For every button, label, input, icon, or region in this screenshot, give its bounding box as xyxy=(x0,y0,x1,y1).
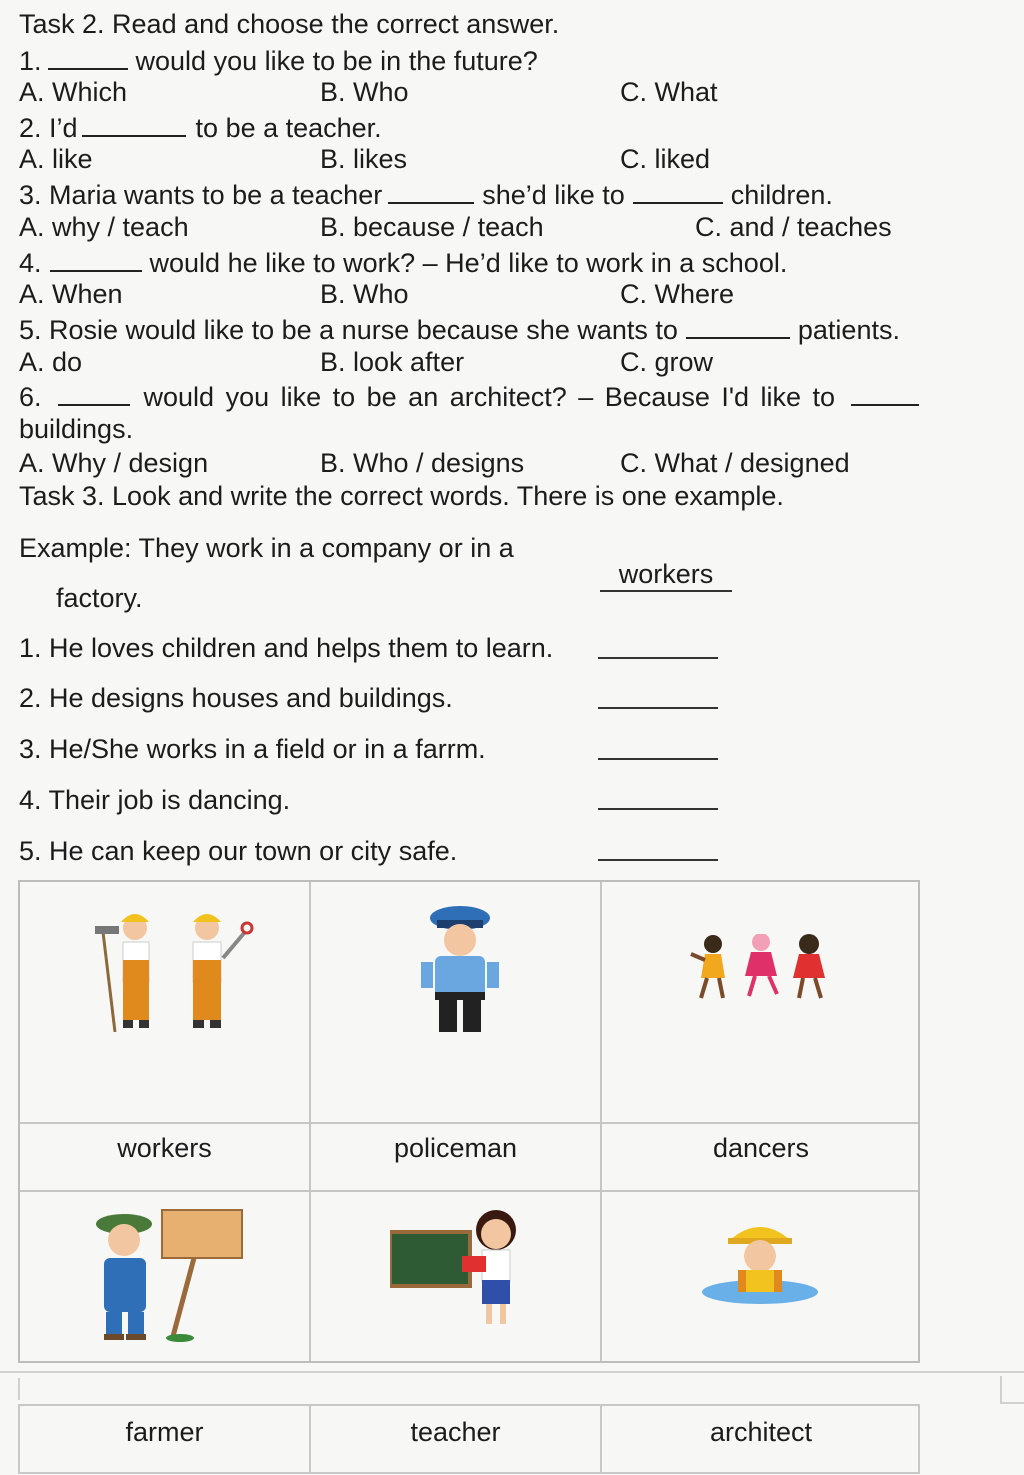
task3-item-4: 4. Their job is dancing. xyxy=(19,785,291,815)
workers-image xyxy=(95,902,255,1032)
option-c[interactable]: C. grow xyxy=(620,347,714,377)
answer-blank[interactable] xyxy=(633,178,723,204)
answer-blank[interactable] xyxy=(48,44,128,70)
page-fold-mark xyxy=(1000,1376,1024,1404)
question-2: 2. I’d to be a teacher. xyxy=(19,113,382,143)
label-workers: workers xyxy=(117,1133,212,1163)
picture-grid-labels-row xyxy=(18,1404,920,1474)
task3-item-5: 5. He can keep our town or city safe. xyxy=(19,836,458,866)
option-b[interactable]: B. because / teach xyxy=(320,212,544,242)
option-c[interactable]: C. and / teaches xyxy=(695,212,892,242)
farmer-image xyxy=(90,1202,250,1342)
question-1: 1. would you like to be in the future? xyxy=(19,46,538,76)
page-fold-mark xyxy=(18,1378,20,1400)
answer-blank[interactable] xyxy=(82,111,186,137)
example-text: Example: They work in a company or in a xyxy=(19,533,514,563)
page-fold-line xyxy=(0,1371,1024,1373)
question-3: 3. Maria wants to be a teacher she’d like to children. xyxy=(19,180,833,210)
option-b[interactable]: B. Who xyxy=(320,279,409,309)
option-c[interactable]: C. What xyxy=(620,77,718,107)
example-answer: workers xyxy=(600,558,732,592)
teacher-image xyxy=(390,1208,530,1328)
task2-title: Task 2. Read and choose the correct answer. xyxy=(19,9,560,39)
task3-item-3: 3. He/She works in a field or in a farrm. xyxy=(19,734,486,764)
question-6-continued: buildings. xyxy=(19,414,134,444)
task3-item-1: 1. He loves children and helps them to learn. xyxy=(19,633,554,663)
option-a[interactable]: A. why / teach xyxy=(19,212,189,242)
option-c[interactable]: C. liked xyxy=(620,144,711,174)
architect-image xyxy=(700,1218,820,1308)
option-b[interactable]: B. Who / designs xyxy=(320,448,525,478)
label-farmer: farmer xyxy=(125,1417,204,1447)
option-a[interactable]: A. When xyxy=(19,279,123,309)
answer-line-3[interactable] xyxy=(598,758,718,760)
question-4: 4. would he like to work? – He’d like to work in a school. xyxy=(19,248,788,278)
answer-blank[interactable] xyxy=(851,380,919,406)
answer-blank[interactable] xyxy=(50,246,142,272)
label-dancers: dancers xyxy=(712,1133,810,1163)
label-teacher: teacher xyxy=(410,1417,501,1447)
picture-grid xyxy=(18,880,920,1363)
answer-line-5[interactable] xyxy=(598,859,718,861)
answer-blank[interactable] xyxy=(58,380,130,406)
option-a[interactable]: A. like xyxy=(19,144,93,174)
answer-blank[interactable] xyxy=(388,178,474,204)
example-text-continued: factory. xyxy=(56,583,143,613)
question-5: 5. Rosie would like to be a nurse because she wants to patients. xyxy=(19,315,900,345)
answer-line-2[interactable] xyxy=(598,707,718,709)
option-b[interactable]: B. Who xyxy=(320,77,409,107)
dancers-image xyxy=(685,934,835,1004)
label-policeman: policeman xyxy=(393,1133,518,1163)
option-c[interactable]: C. What / designed xyxy=(620,448,850,478)
answer-blank[interactable] xyxy=(686,313,790,339)
option-c[interactable]: C. Where xyxy=(620,279,735,309)
policeman-image xyxy=(415,900,505,1035)
option-b[interactable]: B. look after xyxy=(320,347,465,377)
label-architect: architect xyxy=(709,1417,813,1447)
task3-item-2: 2. He designs houses and buildings. xyxy=(19,683,453,713)
question-6: 6. would you like to be an architect? – Because I'd like to xyxy=(19,380,1004,413)
option-a[interactable]: A. Why / design xyxy=(19,448,209,478)
answer-line-4[interactable] xyxy=(598,808,718,810)
option-b[interactable]: B. likes xyxy=(320,144,408,174)
answer-line-1[interactable] xyxy=(598,657,718,659)
option-a[interactable]: A. Which xyxy=(19,77,128,107)
task3-title: Task 3. Look and write the correct words. There is one example. xyxy=(19,481,784,511)
option-a[interactable]: A. do xyxy=(19,347,83,377)
